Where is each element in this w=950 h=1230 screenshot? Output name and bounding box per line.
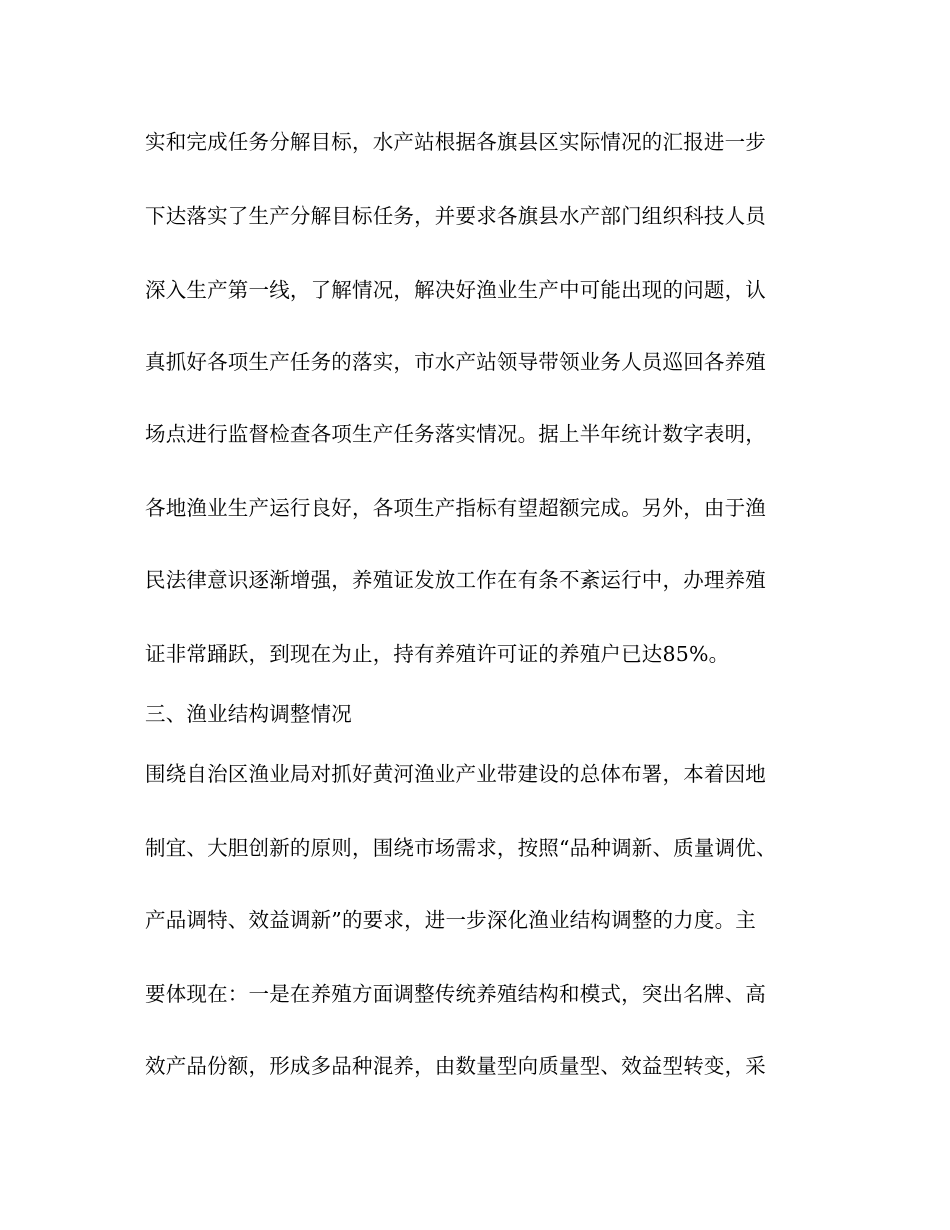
paragraph-line: 场点进行监督检查各项生产任务落实情况。据上半年统计数字表明， (145, 422, 766, 446)
paragraph-line: 实和完成任务分解目标，水产站根据各旗县区实际情况的汇报进一步 (145, 130, 766, 154)
paragraph-line: 效产品份额，形成多品种混养，由数量型向质量型、效益型转变，采 (145, 1054, 766, 1078)
paragraph-line: 下达落实了生产分解目标任务，并要求各旗县水产部门组织科技人员 (145, 204, 766, 228)
paragraph-line: 证非常踊跃，到现在为止，持有养殖许可证的养殖户已达85%。 (145, 642, 730, 666)
section-heading: 三、渔业结构调整情况 (145, 702, 352, 726)
paragraph-line: 要体现在：一是在养殖方面调整传统养殖结构和模式，突出名牌、高 (145, 982, 766, 1006)
paragraph-line: 民法律意识逐渐增强，养殖证发放工作在有条不紊运行中，办理养殖 (145, 568, 766, 592)
paragraph-line: 深入生产第一线，了解情况，解决好渔业生产中可能出现的问题，认 (145, 278, 766, 302)
paragraph-line: 围绕自治区渔业局对抓好黄河渔业产业带建设的总体布署，本着因地 (145, 762, 766, 786)
paragraph-line: 各地渔业生产运行良好，各项生产指标有望超额完成。另外，由于渔 (145, 496, 766, 520)
paragraph-line: 产品调特、效益调新”的要求，进一步深化渔业结构调整的力度。主 (145, 908, 756, 932)
paragraph-line: 真抓好各项生产任务的落实，市水产站领导带领业务人员巡回各养殖 (145, 350, 766, 374)
paragraph-line: 制宜、大胆创新的原则，围绕市场需求，按照“品种调新、质量调优、 (145, 836, 777, 860)
